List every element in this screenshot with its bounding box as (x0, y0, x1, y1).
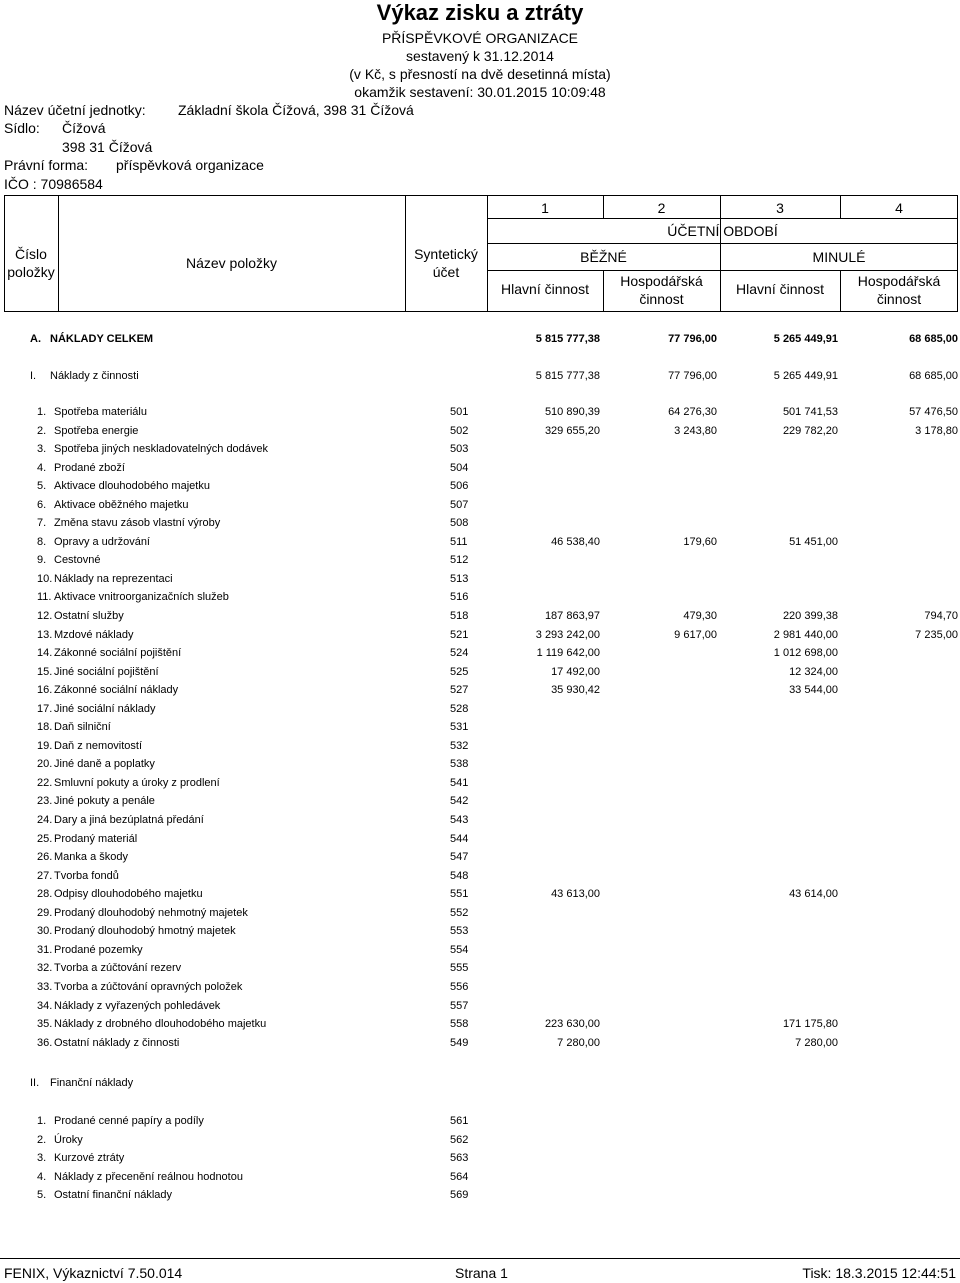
row-account: 504 (450, 461, 469, 474)
table-row (0, 1115, 960, 1133)
table-row (0, 591, 960, 609)
row-account: 547 (450, 851, 469, 864)
row-name: Kurzové ztráty (54, 1152, 125, 1165)
row-name: Finanční náklady (50, 1077, 134, 1089)
row-name: Aktivace vnitroorganizačních služeb (54, 591, 229, 604)
row-account: 552 (450, 906, 469, 919)
row-name: Manka a škody (54, 851, 128, 864)
table-row (0, 1000, 960, 1018)
row-name: Spotřeba materiálu (54, 406, 147, 418)
report-title: Výkaz zisku a ztráty (376, 0, 584, 25)
row-name: Prodané cenné papíry a podíly (54, 1115, 204, 1127)
economic-activity-header-2: činnost (639, 291, 684, 307)
row-number: 33. (37, 980, 53, 993)
footer-page: Strana 1 (455, 1265, 508, 1281)
value-previous-main: 5 265 449,91 (773, 370, 838, 382)
footer-divider (0, 1258, 960, 1259)
row-account: 538 (450, 758, 469, 771)
value-current-main: 1 119 642,00 (536, 647, 600, 660)
item-number-header-2: položky (7, 264, 55, 280)
prev-main-activity-header: Hlavní činnost (736, 281, 824, 297)
entity-seat-label: Sídlo: (4, 120, 40, 136)
row-name: Opravy a udržování (54, 535, 150, 548)
entity-name-value: Základní škola Čížová, 398 31 Čížová (178, 102, 414, 118)
units-note: (v Kč, s přesností na dvě desetinná místa) (349, 66, 611, 82)
row-account: 551 (450, 888, 469, 901)
value-previous-main: 1 012 698,00 (773, 647, 838, 660)
value-previous-main: 12 324,00 (789, 665, 838, 678)
row-name: Daň silniční (54, 721, 111, 734)
row-number: 23. (37, 795, 53, 808)
footer-print-time: Tisk: 18.3.2015 12:44:51 (802, 1265, 956, 1281)
value-previous-economic: 7 235,00 (915, 628, 958, 641)
row-number: 1. (37, 406, 47, 418)
footer-software: FENIX, Výkaznictví 7.50.014 (4, 1265, 183, 1281)
row-name: Jiné sociální náklady (54, 702, 156, 715)
table-row (0, 1152, 960, 1170)
entity-form-value: příspěvková organizace (116, 157, 264, 173)
table-row (0, 962, 960, 980)
row-name: Daň z nemovitostí (54, 739, 143, 752)
divider (487, 243, 958, 244)
row-account: 525 (450, 665, 469, 678)
row-account: 527 (450, 684, 469, 697)
value-current-economic: 77 796,00 (668, 333, 717, 345)
value-current-main: 5 815 777,38 (535, 333, 600, 345)
row-account: 555 (450, 962, 469, 975)
table-row (0, 425, 960, 443)
row-account: 518 (450, 609, 469, 622)
row-name: Náklady z drobného dlouhodobého majetku (54, 1018, 267, 1031)
row-account: 506 (450, 480, 469, 493)
value-previous-main: 229 782,20 (782, 425, 838, 437)
table-row (0, 1134, 960, 1152)
row-number: A. (30, 333, 41, 345)
table-row (0, 684, 960, 702)
row-account: 507 (450, 498, 469, 511)
row-number: 8. (37, 535, 47, 548)
row-name: Spotřeba jiných neskladovatelných dodávek (54, 443, 269, 455)
row-account: 557 (450, 999, 469, 1012)
row-account: 544 (450, 832, 469, 845)
table-row (0, 814, 960, 832)
value-current-economic: 179,60 (683, 535, 717, 548)
row-account: 569 (450, 1189, 469, 1202)
row-account: 563 (450, 1152, 469, 1165)
col-num-2: 2 (657, 200, 666, 216)
table-row (0, 888, 960, 906)
value-current-economic: 9 617,00 (674, 628, 717, 641)
value-previous-main: 171 175,80 (782, 1018, 838, 1031)
row-account: 524 (450, 647, 469, 660)
table-row (0, 925, 960, 943)
row-name: Dary a jiná bezúplatná předání (54, 814, 204, 826)
row-number: 9. (37, 554, 47, 567)
row-account: 502 (450, 425, 469, 437)
row-name: Prodané pozemky (54, 943, 143, 956)
row-account: 549 (450, 1036, 469, 1049)
compiled-date: sestavený k 31.12.2014 (406, 48, 554, 64)
table-row (0, 554, 960, 572)
row-account: 503 (450, 443, 469, 455)
row-name: Mzdové náklady (54, 628, 134, 641)
table-row (0, 499, 960, 517)
value-current-main: 43 613,00 (551, 888, 600, 901)
table-row (0, 795, 960, 813)
table-row (0, 777, 960, 795)
row-name: Prodaný dlouhodobý nehmotný majetek (54, 906, 248, 919)
row-name: Ostatní služby (54, 609, 124, 622)
row-number: 31. (37, 943, 53, 956)
row-name: NÁKLADY CELKEM (50, 333, 154, 345)
table-row (0, 1077, 960, 1095)
table-row (0, 480, 960, 498)
row-number: 32. (37, 962, 53, 975)
row-number: 36. (37, 1036, 53, 1049)
row-name: Tvorba fondů (54, 869, 119, 882)
report-subtitle: PŘÍSPĚVKOVÉ ORGANIZACE (381, 30, 579, 46)
row-number: II. (30, 1077, 40, 1089)
value-current-main: 187 863,97 (544, 609, 600, 622)
row-number: 6. (37, 498, 47, 511)
row-name: Náklady z přecenění reálnou hodnotou (54, 1170, 243, 1183)
row-number: 28. (37, 888, 53, 901)
row-account: 561 (450, 1115, 469, 1127)
row-account: 528 (450, 702, 469, 715)
row-account: 501 (450, 406, 469, 418)
row-number: 24. (37, 814, 53, 826)
row-number: 34. (37, 999, 53, 1012)
row-name: Prodaný dlouhodobý hmotný majetek (54, 925, 236, 938)
row-number: 29. (37, 906, 53, 919)
table-row (0, 703, 960, 721)
row-number: 13. (37, 628, 53, 641)
table-row (0, 406, 960, 424)
row-number: I. (30, 370, 37, 382)
row-name: Zákonné sociální pojištění (54, 647, 182, 660)
value-previous-main: 7 280,00 (795, 1036, 838, 1049)
row-account: 508 (450, 517, 469, 530)
row-name: Spotřeba energie (54, 425, 139, 437)
row-number: 4. (37, 461, 47, 474)
value-previous-economic: 57 476,50 (909, 406, 958, 418)
table-row (0, 740, 960, 758)
main-activity-header: Hlavní činnost (501, 281, 589, 297)
row-number: 7. (37, 517, 47, 530)
table-row (0, 370, 960, 388)
row-number: 35. (37, 1018, 53, 1031)
entity-name-label: Název účetní jednotky: (4, 102, 146, 118)
value-previous-main: 33 544,00 (789, 684, 838, 697)
table-row (0, 333, 960, 351)
row-name: Tvorba a zúčtování rezerv (54, 962, 182, 975)
divider (487, 270, 958, 271)
row-number: 15. (37, 665, 53, 678)
row-account: 542 (450, 795, 469, 808)
value-current-main: 510 890,39 (544, 406, 600, 418)
current-period: BĚŽNÉ (580, 249, 627, 265)
prev-economic-activity-header-2: činnost (876, 291, 922, 307)
row-number: 17. (37, 702, 53, 715)
value-current-economic: 77 796,00 (668, 370, 717, 382)
table-row (0, 851, 960, 869)
row-name: Aktivace oběžného majetku (54, 498, 189, 511)
row-account: 511 (450, 535, 468, 548)
row-account: 532 (450, 739, 469, 752)
row-account: 548 (450, 869, 469, 882)
value-previous-main: 501 741,53 (782, 406, 838, 418)
row-name: Aktivace dlouhodobého majetku (54, 480, 210, 493)
value-current-main: 329 655,20 (544, 425, 600, 437)
row-name: Odpisy dlouhodobého majetku (54, 888, 203, 901)
row-number: 5. (37, 1189, 47, 1202)
row-account: 558 (450, 1018, 469, 1031)
row-number: 19. (37, 739, 53, 752)
col-num-4: 4 (895, 200, 903, 216)
row-account: 531 (450, 721, 469, 734)
row-account: 564 (450, 1170, 469, 1183)
table-row (0, 666, 960, 684)
row-name: Změna stavu zásob vlastní výroby (54, 517, 221, 530)
table-row (0, 1037, 960, 1055)
table-row (0, 907, 960, 925)
table-row (0, 443, 960, 461)
value-previous-economic: 68 685,00 (909, 370, 958, 382)
entity-seat-line2: 398 31 Čížová (62, 139, 153, 155)
row-name: Náklady z vyřazených pohledávek (54, 999, 221, 1012)
value-current-economic: 3 243,80 (674, 425, 717, 437)
row-name: Cestovné (54, 554, 101, 567)
item-number-header-1: Číslo (15, 246, 47, 262)
row-account: 513 (450, 572, 469, 585)
row-account: 556 (450, 980, 469, 993)
account-header-1: Syntetický (414, 246, 478, 262)
row-name: Ostatní náklady z činnosti (54, 1036, 180, 1049)
value-previous-main: 43 614,00 (789, 888, 838, 901)
item-name-header: Název položky (185, 255, 278, 271)
table-row (0, 944, 960, 962)
value-current-main: 3 293 242,00 (535, 628, 600, 641)
row-account: 512 (450, 554, 469, 567)
value-current-economic: 64 276,30 (668, 406, 717, 418)
row-number: 2. (37, 1133, 47, 1146)
row-name: Náklady z činnosti (50, 370, 139, 382)
table-row (0, 1189, 960, 1207)
row-number: 1. (37, 1115, 47, 1127)
row-account: 553 (450, 925, 469, 938)
row-number: 12. (37, 609, 53, 622)
row-name: Prodané zboží (54, 461, 125, 474)
row-number: 3. (37, 1152, 47, 1165)
row-number: 5. (37, 480, 47, 493)
row-name: Smluvní pokuty a úroky z prodlení (54, 776, 220, 789)
compiled-moment: okamžik sestavení: 30.01.2015 10:09:48 (354, 84, 606, 100)
col-num-3: 3 (776, 200, 784, 216)
row-name: Jiné sociální pojištění (54, 665, 159, 678)
value-current-main: 7 280,00 (557, 1036, 600, 1049)
table-row (0, 536, 960, 554)
row-number: 22. (37, 776, 53, 789)
col-num-1: 1 (541, 200, 549, 216)
row-number: 3. (37, 443, 47, 455)
divider (487, 218, 958, 219)
row-account: 516 (450, 591, 469, 604)
previous-period: MINULÉ (812, 249, 866, 265)
row-account: 554 (450, 943, 469, 956)
value-previous-main: 5 265 449,91 (773, 333, 838, 345)
row-account: 541 (450, 776, 469, 789)
table-row (0, 1171, 960, 1189)
row-account: 543 (450, 814, 469, 826)
row-number: 10. (37, 572, 53, 585)
value-current-main: 5 815 777,38 (535, 370, 600, 382)
row-name: Prodaný materiál (54, 832, 138, 845)
value-current-economic: 479,30 (683, 609, 717, 622)
entity-ico: IČO : 70986584 (4, 176, 103, 192)
table-row (0, 981, 960, 999)
row-account: 562 (450, 1133, 469, 1146)
row-number: 27. (37, 869, 53, 882)
row-number: 11. (37, 591, 52, 604)
table-row (0, 647, 960, 665)
row-name: Ostatní finanční náklady (54, 1189, 173, 1202)
table-row (0, 629, 960, 647)
row-name: Tvorba a zúčtování opravných položek (54, 980, 243, 993)
value-current-main: 46 538,40 (551, 535, 600, 548)
value-current-main: 223 630,00 (544, 1018, 600, 1031)
value-previous-main: 51 451,00 (789, 535, 838, 548)
row-number: 25. (37, 832, 53, 845)
table-row (0, 721, 960, 739)
row-name: Zákonné sociální náklady (54, 684, 179, 697)
row-number: 26. (37, 851, 53, 864)
row-number: 18. (37, 721, 53, 734)
row-number: 20. (37, 758, 53, 771)
value-current-main: 35 930,42 (551, 684, 600, 697)
row-number: 30. (37, 925, 53, 938)
prev-economic-activity-header-1: Hospodářská (857, 273, 941, 289)
accounting-period: ÚČETNÍ OBDOBÍ (667, 223, 778, 239)
account-header-2: účet (432, 264, 460, 280)
entity-form-label: Právní forma: (4, 157, 89, 173)
economic-activity-header-1: Hospodářská (620, 273, 703, 289)
row-name: Jiné pokuty a penále (54, 795, 155, 808)
row-number: 14. (37, 647, 53, 660)
value-previous-main: 220 399,38 (782, 609, 838, 622)
value-previous-economic: 68 685,00 (909, 333, 958, 345)
table-row (0, 870, 960, 888)
table-row (0, 610, 960, 628)
row-number: 2. (37, 425, 47, 437)
value-previous-main: 2 981 440,00 (773, 628, 838, 641)
table-row (0, 517, 960, 535)
entity-seat-line1: Čížová (62, 120, 106, 136)
table-row (0, 758, 960, 776)
row-name: Náklady na reprezentaci (54, 572, 173, 585)
row-account: 521 (450, 628, 469, 641)
table-row (0, 462, 960, 480)
row-name: Úroky (54, 1133, 83, 1146)
value-current-main: 17 492,00 (551, 665, 600, 678)
value-previous-economic: 3 178,80 (915, 425, 958, 437)
row-number: 4. (37, 1170, 47, 1183)
table-row (0, 1018, 960, 1036)
table-row (0, 833, 960, 851)
table-row (0, 573, 960, 591)
row-name: Jiné daně a poplatky (54, 758, 155, 771)
row-number: 16. (37, 684, 53, 697)
value-previous-economic: 794,70 (924, 609, 958, 622)
